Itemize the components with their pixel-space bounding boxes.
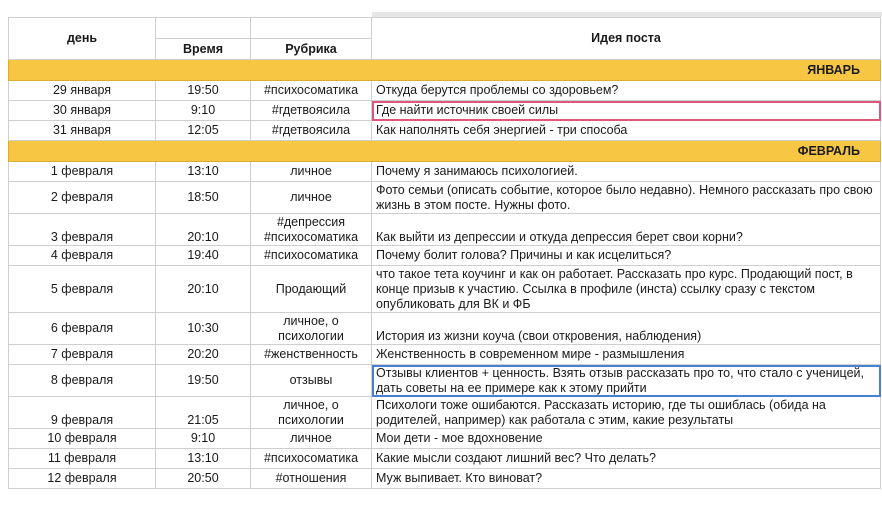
rubric-cell[interactable]: Продающий xyxy=(251,266,372,313)
header-idea[interactable]: Идея поста xyxy=(372,18,881,60)
idea-cell[interactable]: Почему я занимаюсь психологией. xyxy=(372,162,881,182)
rubric-cell[interactable]: личное xyxy=(251,182,372,214)
header-time-top[interactable] xyxy=(156,18,251,39)
idea-cell[interactable]: Мои дети - мое вдохновение xyxy=(372,429,881,449)
time-cell[interactable]: 18:50 xyxy=(156,182,251,214)
rubric-cell[interactable]: #гдетвоясила xyxy=(251,101,372,121)
time-cell[interactable]: 20:20 xyxy=(156,345,251,365)
day-cell[interactable]: 12 февраля xyxy=(9,469,156,489)
time-cell[interactable]: 21:05 xyxy=(156,397,251,429)
rubric-cell[interactable]: #депрессия #психосоматика xyxy=(251,214,372,246)
content-plan-table xyxy=(8,17,881,489)
month-row-january xyxy=(9,60,881,81)
day-cell[interactable]: 4 февраля xyxy=(9,246,156,266)
table-row xyxy=(9,397,881,429)
rubric-cell[interactable]: #отношения xyxy=(251,469,372,489)
table-row xyxy=(9,81,881,101)
idea-cell[interactable]: Откуда берутся проблемы со здоровьем? xyxy=(372,81,881,101)
idea-cell-active[interactable]: Отзывы клиентов + ценность. Взять отзыв рассказать про то, что стало с ученицей, дать советы на ее примере как к этому прийти xyxy=(372,365,881,397)
table-row xyxy=(9,121,881,141)
rubric-cell[interactable]: личное xyxy=(251,429,372,449)
idea-cell[interactable]: История из жизни коуча (свои откровения, наблюдения) xyxy=(372,313,881,345)
idea-cell[interactable]: Психологи тоже ошибаются. Рассказать историю, где ты ошиблась (обида на родителей, например) как работала с этим, какие результаты xyxy=(372,397,881,429)
idea-cell[interactable]: что такое тета коучинг и как он работает. Рассказать про курс. Продающий пост, в конце призыв к участию. Ссылка в профиле (инста) ссылку сразу с текстом опубликовать для ВК и ФБ xyxy=(372,266,881,313)
day-cell[interactable]: 31 января xyxy=(9,121,156,141)
rubric-cell[interactable]: личное xyxy=(251,162,372,182)
rubric-cell[interactable]: личное, о психологии xyxy=(251,397,372,429)
day-cell[interactable]: 9 февраля xyxy=(9,397,156,429)
day-cell[interactable]: 29 января xyxy=(9,81,156,101)
table-row xyxy=(9,101,881,121)
table-row xyxy=(9,313,881,345)
idea-cell[interactable]: Почему болит голова? Причины и как исцелиться? xyxy=(372,246,881,266)
idea-cell[interactable]: Как наполнять себя энергией - три способа xyxy=(372,121,881,141)
header-time[interactable]: Время xyxy=(156,39,251,60)
time-cell[interactable]: 19:50 xyxy=(156,365,251,397)
time-cell[interactable]: 9:10 xyxy=(156,429,251,449)
header-day[interactable]: день xyxy=(9,18,156,60)
header-row xyxy=(9,18,881,39)
table-row xyxy=(9,246,881,266)
rubric-cell[interactable]: #психосоматика xyxy=(251,81,372,101)
idea-cell[interactable]: Фото семьи (описать событие, которое было недавно). Немного рассказать про свою жизнь в этом посте. Нужны фото. xyxy=(372,182,881,214)
time-cell[interactable]: 13:10 xyxy=(156,449,251,469)
rubric-cell[interactable]: #психосоматика xyxy=(251,449,372,469)
day-cell[interactable]: 5 февраля xyxy=(9,266,156,313)
time-cell[interactable]: 10:30 xyxy=(156,313,251,345)
table-row xyxy=(9,469,881,489)
day-cell[interactable]: 1 февраля xyxy=(9,162,156,182)
day-cell[interactable]: 6 февраля xyxy=(9,313,156,345)
idea-cell[interactable]: Как выйти из депрессии и откуда депрессия берет свои корни? xyxy=(372,214,881,246)
day-cell[interactable]: 7 февраля xyxy=(9,345,156,365)
time-cell[interactable]: 13:10 xyxy=(156,162,251,182)
table-row xyxy=(9,365,881,397)
rubric-cell[interactable]: личное, о психологии xyxy=(251,313,372,345)
table-row xyxy=(9,449,881,469)
table-row xyxy=(9,345,881,365)
header-rubric-top[interactable] xyxy=(251,18,372,39)
idea-cell[interactable]: Муж выпивает. Кто виноват? xyxy=(372,469,881,489)
month-january[interactable]: ЯНВАРЬ xyxy=(9,60,881,81)
idea-cell[interactable]: Женственность в современном мире - размышления xyxy=(372,345,881,365)
time-cell[interactable]: 20:10 xyxy=(156,214,251,246)
time-cell[interactable]: 20:50 xyxy=(156,469,251,489)
rubric-cell[interactable]: #женственность xyxy=(251,345,372,365)
rubric-cell[interactable]: #гдетвоясила xyxy=(251,121,372,141)
month-february[interactable]: ФЕВРАЛЬ xyxy=(9,141,881,162)
time-cell[interactable]: 9:10 xyxy=(156,101,251,121)
time-cell[interactable]: 19:40 xyxy=(156,246,251,266)
month-row-february xyxy=(9,141,881,162)
time-cell[interactable]: 19:50 xyxy=(156,81,251,101)
table-row xyxy=(9,162,881,182)
table-row xyxy=(9,214,881,246)
day-cell[interactable]: 2 февраля xyxy=(9,182,156,214)
header-rubric[interactable]: Рубрика xyxy=(251,39,372,60)
rubric-cell[interactable]: отзывы xyxy=(251,365,372,397)
day-cell[interactable]: 30 января xyxy=(9,101,156,121)
time-cell[interactable]: 20:10 xyxy=(156,266,251,313)
rubric-cell[interactable]: #психосоматика xyxy=(251,246,372,266)
table-row xyxy=(9,182,881,214)
day-cell[interactable]: 10 февраля xyxy=(9,429,156,449)
day-cell[interactable]: 3 февраля xyxy=(9,214,156,246)
idea-cell[interactable]: Какие мысли создают лишний вес? Что делать? xyxy=(372,449,881,469)
table-row xyxy=(9,429,881,449)
day-cell[interactable]: 8 февраля xyxy=(9,365,156,397)
time-cell[interactable]: 12:05 xyxy=(156,121,251,141)
day-cell[interactable]: 11 февраля xyxy=(9,449,156,469)
sheet-top-strip xyxy=(0,0,882,14)
idea-cell-selected[interactable]: Где найти источник своей силы xyxy=(372,101,881,121)
table-row xyxy=(9,266,881,313)
